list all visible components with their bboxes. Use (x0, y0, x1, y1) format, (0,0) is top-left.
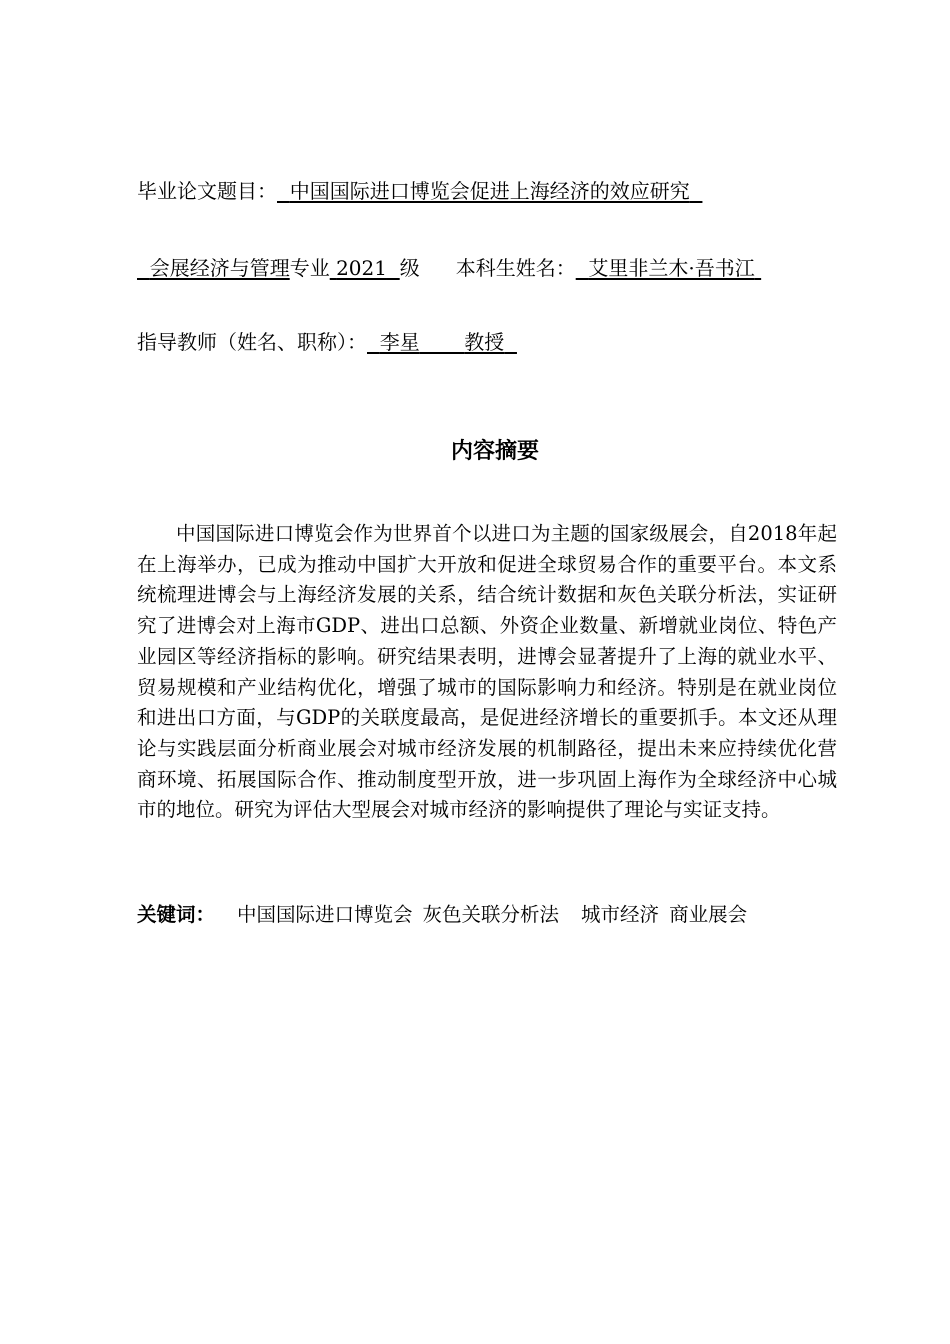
thesis-title-value: 中国国际进口博览会促进上海经济的效应研究 (289, 179, 690, 203)
keywords-line (137, 900, 757, 930)
student-label: 本科生姓名： (455, 256, 576, 280)
advisor-line (137, 329, 517, 355)
keyword-item: 中国国际进口博览会 (237, 903, 413, 926)
thesis-title-label: 毕业论文题目： (137, 179, 277, 203)
year-suffix: 级 (399, 256, 420, 280)
major-student-line (137, 255, 761, 281)
major-suffix: 专业 (289, 256, 330, 280)
advisor-value (367, 330, 517, 354)
keyword-item: 商业展会 (669, 903, 748, 926)
keyword-item: 城市经济 (581, 903, 660, 926)
keywords-label: 关键词： (137, 903, 216, 926)
advisor-name: 李星 (379, 330, 420, 354)
year-value: 2021 (336, 256, 387, 280)
advisor-title: 教授 (464, 330, 505, 354)
advisor-label: 指导教师（姓名、职称）： (137, 330, 367, 354)
abstract-body: 中国国际进口博览会作为世界首个以进口为主题的国家级展会，自2018年起在上海举办，已成为推动中国扩大开放和促进全球贸易合作的重要平台。本文系统梳理进博会与上海经济发展的关系，结合统计数据和灰色关联分析法，实证研究了进博会对上海市GDP、进出口总额、外资企业数量、新增就业岗位、特色产业园区等经济指标的影响。研究结果表明，进博会显著提升了上海的就业水平、贸易规模和产业结构优化，增强了城市的国际影响力和经济。特别是在就业岗位和进出口方面，与GDP的关联度最高，是促进经济增长的重要抓手。本文还从理论与实践层面分析商业展会对城市经济发展的机制路径，提出未来应持续优化营商环境、拓展国际合作、推动制度型开放，进一步巩固上海作为全球经济中心城市的地位。研究为评估大型展会对城市经济的影响提供了理论与实证支持。 (137, 522, 837, 822)
thesis-title-line (137, 178, 702, 204)
keyword-item: 灰色关联分析法 (422, 903, 560, 926)
student-value: 艾里非兰木·吾书江 (588, 256, 755, 280)
major-value: 会展经济与管理 (149, 256, 290, 280)
abstract-heading: 内容摘要 (450, 439, 539, 464)
